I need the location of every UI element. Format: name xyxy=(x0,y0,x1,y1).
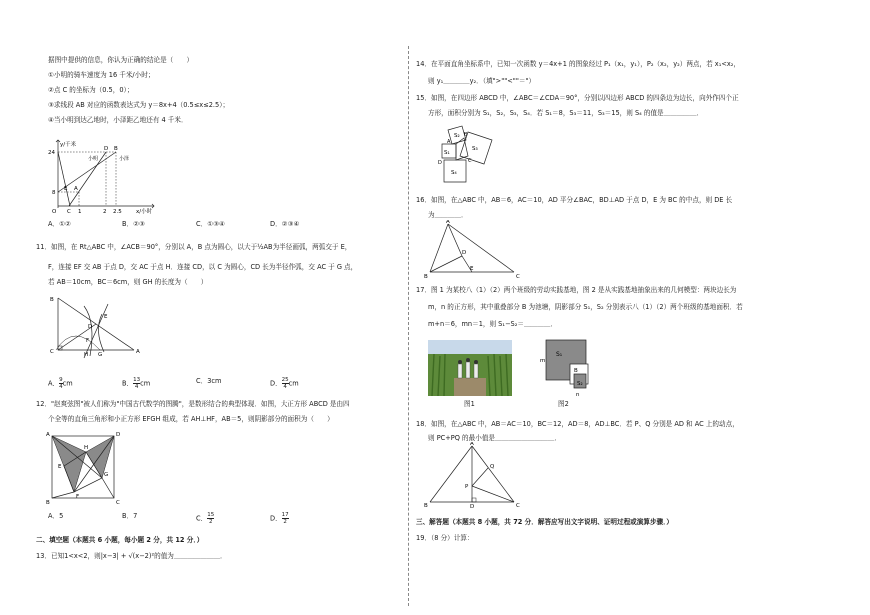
q11-geometry-figure xyxy=(44,292,144,362)
q15-point-b-label: B xyxy=(464,132,468,138)
q15-four-squares-figure xyxy=(428,122,514,188)
q16-point-a-label: A xyxy=(446,220,450,225)
q17-line-1: 17．图 1 为某校八（1）（2）两个班级的劳动实践基地，图 2 是从实践基地抽象出来的几何模型：两块边长为 xyxy=(416,286,737,294)
q17-field-photo xyxy=(428,340,512,396)
q10-tick-8: 8 xyxy=(52,190,56,196)
section-2-heading: 二、填空题（本题共 6 小题，每小题 2 分，共 12 分．） xyxy=(36,536,204,544)
q16-point-b-label: B xyxy=(424,274,428,280)
q10-origin-label: O xyxy=(52,209,57,214)
q18-point-q-label: Q xyxy=(490,464,495,470)
q17-pond-b-label: B xyxy=(574,368,578,374)
q11-point-a-label: A xyxy=(136,349,140,355)
q10-distance-time-graph xyxy=(44,136,162,214)
q11-point-h-label: H xyxy=(84,352,89,358)
q18-point-d-label: D xyxy=(470,504,475,508)
q11-point-g-label: G xyxy=(98,352,103,358)
q11-point-f-label: F xyxy=(86,338,90,344)
q18-point-c-label: C xyxy=(516,503,520,508)
left-column xyxy=(0,0,412,615)
q11-point-e-label: E xyxy=(104,314,108,320)
q11-option-d[interactable]: D． $\frac{25}{4}$ cm xyxy=(270,377,299,390)
q10-statement-3: ③求线段 AB 对应的函数表达式为 y＝8x+4（0.5≤x≤2.5）； xyxy=(48,101,230,109)
q10-point-c-label: C xyxy=(67,209,71,214)
q15-line-1: 15．如图，在四边形 ABCD 中，∠ABC＝∠CDA＝90°，分别以四边形 ABCD 的四条边为边长，向外作四个正 xyxy=(416,94,739,102)
q17-n-label: n xyxy=(576,392,580,398)
q12-option-a[interactable]: A．5 xyxy=(48,512,64,520)
q12-line-2: 个全等的直角三角形和小正方形 EFGH 组成，若 AH⊥HF，AB＝5，则阴影部分的面积为（ ） xyxy=(48,415,334,423)
q17-m-label: m xyxy=(540,358,546,364)
q11-option-a[interactable]: A． $\frac{9}{4}$ cm xyxy=(48,377,73,390)
q11-point-c-label: C xyxy=(50,349,54,355)
q12-line-1: 12．"赵爽弦图"被人们称为"中国古代数学的图腾"，是数形结合的典型体现．如图，大正方形 ABCD 是由四 xyxy=(36,400,350,408)
q19-text: 19．（8 分）计算： xyxy=(416,534,474,542)
right-column xyxy=(412,0,870,615)
q10-point-a-label: A xyxy=(74,186,78,192)
q10-point-e-label: E xyxy=(64,186,68,192)
q10-option-d[interactable]: D．②③④ xyxy=(270,220,300,228)
q17-s2-label: S₂ xyxy=(577,381,583,387)
q16-point-c-label: C xyxy=(516,274,520,280)
q15-point-d-label: D xyxy=(438,160,442,166)
q18-isosceles-triangle-figure xyxy=(424,442,524,508)
q18-line-1: 18．如图，在△ABC 中，AB＝AC＝10，BC＝12，AD＝8，AD⊥BC．若 P、Q 分别是 AD 和 AC 上的动点， xyxy=(416,420,739,428)
q10-x-axis-label: x/小时 xyxy=(136,209,153,214)
q17-figure-2-caption: 图2 xyxy=(558,400,569,408)
q11-option-c[interactable]: C．3cm xyxy=(196,377,222,385)
q10-option-c[interactable]: C．①③④ xyxy=(196,220,225,228)
q15-point-c-label: C xyxy=(468,158,472,164)
q10-point-b-label: B xyxy=(114,146,118,152)
q12-point-b-label: B xyxy=(46,500,50,506)
q10-tick-2-5: 2.5 xyxy=(113,209,122,214)
q17-figure-1-caption: 图1 xyxy=(464,400,475,408)
q12-point-c-label: C xyxy=(116,500,120,506)
q16-triangle-figure xyxy=(424,220,524,280)
q15-s4-label: S₄ xyxy=(451,170,457,176)
q17-squares-model xyxy=(540,336,600,398)
q12-point-e-label: E xyxy=(58,464,62,470)
q18-point-a-label: A xyxy=(470,442,474,447)
q11-point-b-label: B xyxy=(50,297,54,303)
q11-line-2: F，连接 EF 交 AB 于点 D，交 AC 于点 H．连接 CD，以 C 为圆心，CD 长为半径作弧，交 AC 于 G 点， xyxy=(48,263,358,271)
q18-line-2: 则 PC+PQ 的最小值是＿＿＿＿＿＿＿＿＿． xyxy=(428,434,561,442)
q10-intro: 据图中提供的信息，你认为正确的结论是（ ） xyxy=(48,56,194,64)
q12-point-h-label: H xyxy=(84,445,89,451)
section-3-heading: 三、解答题（本题共 8 小题，共 72 分．解答应写出文字说明、证明过程或演算步骤．） xyxy=(416,518,674,526)
q12-point-a-label: A xyxy=(46,432,50,438)
q10-point-d-label: D xyxy=(104,146,109,152)
q16-point-e-label: E xyxy=(470,266,474,272)
q12-option-d[interactable]: D． $\frac{17}{2}$ xyxy=(270,512,289,525)
q16-line-1: 16．如图，在△ABC 中，AB＝6，AC＝10，AD 平分∠BAC，BD⊥AD 于点 D，E 为 BC 的中点，则 DE 长 xyxy=(416,196,733,204)
q10-statement-1: ①小明的骑车速度为 16 千米/小时； xyxy=(48,71,155,79)
q10-tick-24: 24 xyxy=(48,150,55,156)
q12-option-b[interactable]: B．7 xyxy=(122,512,138,520)
q15-s1-label: S₁ xyxy=(444,150,450,156)
q15-s3-label: S₃ xyxy=(472,146,478,152)
q10-options xyxy=(48,220,344,229)
q12-point-f-label: F xyxy=(76,494,80,500)
q10-xiaoming-label: 小明 xyxy=(88,156,99,162)
q10-tick-1: 1 xyxy=(78,209,82,214)
q15-line-2: 方形，面积分别为 S₁，S₂，S₃，S₄．若 S₁＝8，S₃＝11，S₃＝15，则 S₄ 的值是＿＿＿＿＿． xyxy=(428,109,704,117)
q17-line-2: m，n 的正方形，其中重叠部分 B 为池塘，阴影部分 S₁，S₂ 分别表示八（1）（2）两个班级的基地面积．若 xyxy=(428,303,743,311)
q12-point-d-label: D xyxy=(116,432,121,438)
q18-point-b-label: B xyxy=(424,503,428,508)
q12-point-g-label: G xyxy=(104,472,109,478)
q11-line-1: 11．如图，在 Rt△ABC 中，∠ACB＝90°，分别以 A，B 点为圆心，以大于½AB为半径画弧，两弧交于 E， xyxy=(36,243,352,251)
q10-xiaoze-label: 小泽 xyxy=(119,156,130,162)
q14-line-2: 则 y₁＿＿＿＿y₂．（填">""<""＝"） xyxy=(428,77,536,85)
q14-line-1: 14．在平面直角坐标系中，已知一次函数 y＝4x+1 的图象经过 P₁（x₁，y₁），P₂（x₂，y₂）两点，若 x₁<x₂， xyxy=(416,60,741,68)
q16-line-2: 为＿＿＿＿． xyxy=(428,211,468,219)
q11-line-3: 若 AB＝10cm，BC＝6cm，则 GH 的长度为（ ） xyxy=(48,278,208,286)
q11-point-d-label: D xyxy=(88,324,93,330)
q15-point-a-label: A xyxy=(447,139,451,145)
q10-tick-2: 2 xyxy=(103,209,107,214)
q10-y-axis-label: y/千米 xyxy=(60,142,77,148)
q10-option-a[interactable]: A．①② xyxy=(48,220,71,228)
q10-statement-2: ②点 C 的坐标为（0.5，0）； xyxy=(48,86,134,94)
q15-s2-label: S₂ xyxy=(454,133,460,139)
q17-s1-label: S₁ xyxy=(556,351,563,358)
q12-option-c[interactable]: C． $\frac{15}{2}$ xyxy=(196,512,215,525)
q13-text: 13．已知1<x<2，则|x−3| + √(x−2)²的值为＿＿＿＿＿＿＿． xyxy=(36,552,227,560)
q10-statement-4: ④当小明到达乙地时，小泽距乙地还有 4 千米． xyxy=(48,116,188,124)
q12-zhaoshuang-figure xyxy=(44,428,124,506)
q10-option-b[interactable]: B．②③ xyxy=(122,220,145,228)
q17-line-3: m+n＝6，mn＝1，则 S₁−S₂＝＿＿＿＿． xyxy=(428,320,557,328)
q16-point-d-label: D xyxy=(462,250,467,256)
q11-option-b[interactable]: B． $\frac{13}{4}$ cm xyxy=(122,377,151,390)
q18-point-p-label: P xyxy=(465,484,469,490)
